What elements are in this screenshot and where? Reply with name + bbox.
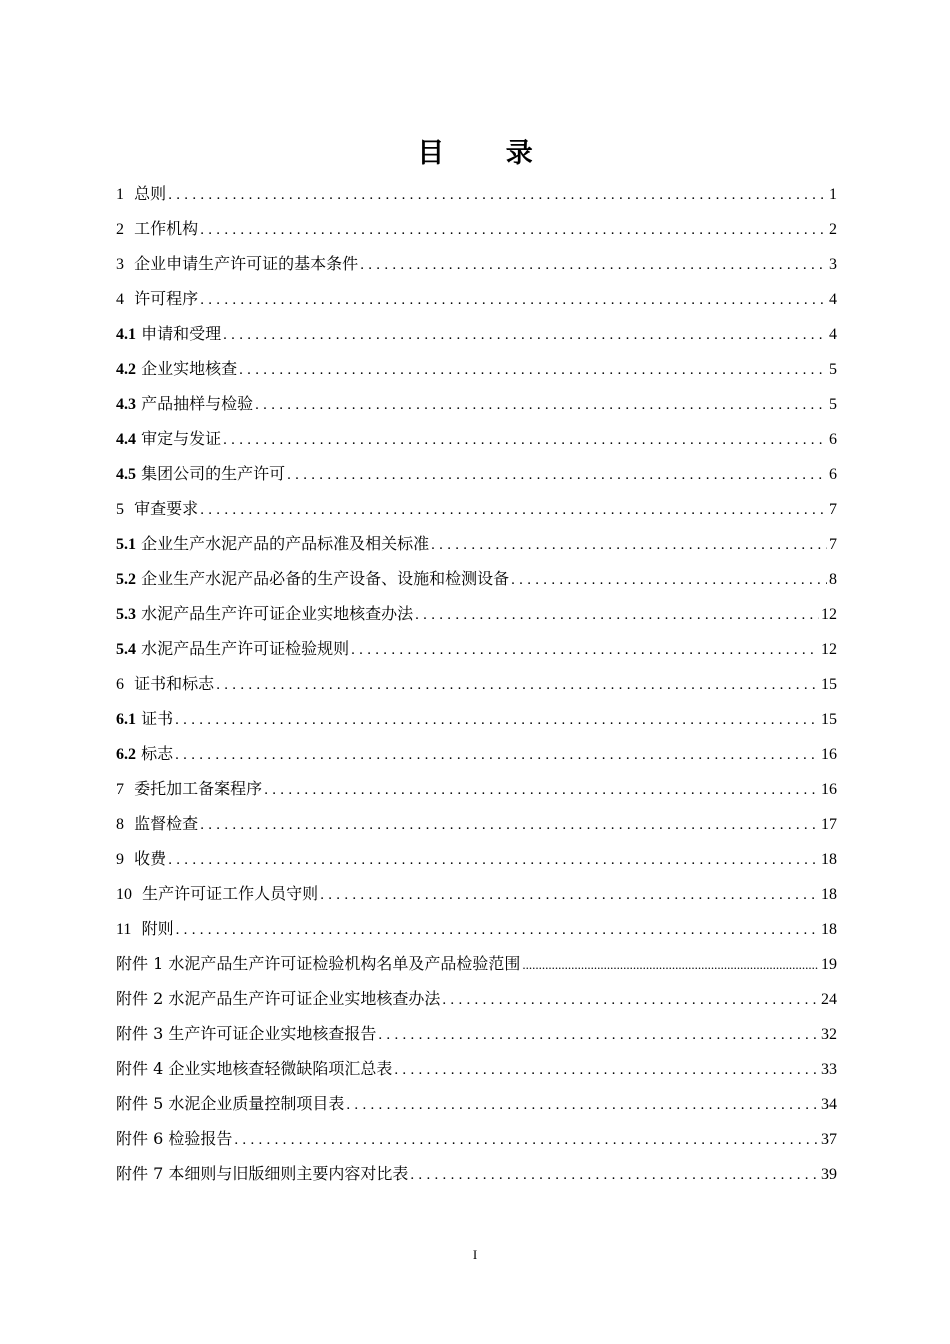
toc-entry-page: 6 <box>829 431 837 448</box>
page-number-footer: I <box>472 1247 478 1262</box>
dot-leader <box>346 1088 819 1121</box>
toc-entry-page: 39 <box>821 1166 837 1183</box>
toc-entry-title: 标志 <box>141 744 174 763</box>
dot-leader <box>255 388 827 421</box>
toc-entry-page: 37 <box>821 1131 837 1148</box>
toc-entry-page: 18 <box>821 886 837 903</box>
toc-entry-title: 水泥产品生产许可证企业实地核查办法 <box>141 604 414 623</box>
toc-entry-title: 附件 5 水泥企业质量控制项目表 <box>116 1094 345 1113</box>
toc-entry-title: 附件 3 生产许可证企业实地核查报告 <box>116 1024 377 1043</box>
toc-entry-title: 集团公司的生产许可 <box>141 464 286 483</box>
toc-entry-title: 委托加工备案程序 <box>134 779 263 798</box>
toc-entry-title: 申请和受理 <box>141 324 222 343</box>
toc-entry-number: 5.4 <box>116 641 136 658</box>
toc-entry-number: 11 <box>116 921 132 938</box>
toc-entry-page: 7 <box>829 501 837 518</box>
toc-entry-page: 2 <box>829 221 837 238</box>
toc-entry-title: 企业申请生产许可证的基本条件 <box>134 254 359 273</box>
dot-leader <box>200 493 827 526</box>
dot-leader <box>216 668 819 701</box>
dot-leader <box>200 808 819 841</box>
toc-entry[interactable] <box>116 631 837 666</box>
toc-entry[interactable] <box>116 211 837 246</box>
toc-entry-page: 15 <box>821 711 837 728</box>
toc-entry-title: 证书和标志 <box>134 674 215 693</box>
toc-entry-number: 9 <box>116 851 124 868</box>
toc-entry-number: 4 <box>116 291 124 308</box>
toc-entry[interactable] <box>116 596 837 631</box>
toc-entry-title: 生产许可证工作人员守则 <box>142 884 319 903</box>
toc-entry-title: 收费 <box>134 849 167 868</box>
dot-leader <box>200 283 827 316</box>
toc-entry-title: 审定与发证 <box>141 429 222 448</box>
toc-entry-page: 18 <box>821 851 837 868</box>
toc-entry-title: 审查要求 <box>134 499 199 518</box>
toc-entry[interactable] <box>116 736 837 771</box>
toc-entry-number: 5.2 <box>116 571 136 588</box>
dot-leader <box>511 563 827 596</box>
toc-entry[interactable] <box>116 1156 837 1191</box>
toc-entry[interactable] <box>116 666 837 701</box>
dot-leader <box>394 1053 819 1086</box>
dot-leader <box>175 738 819 771</box>
dot-leader <box>175 703 819 736</box>
toc-entry-page: 4 <box>829 326 837 343</box>
toc-entry-page: 19 <box>821 956 837 973</box>
dot-leader <box>234 1123 819 1156</box>
toc-entry-page: 18 <box>821 921 837 938</box>
toc-entry-title: 企业生产水泥产品的产品标准及相关标准 <box>141 534 430 553</box>
dot-leader <box>410 1158 819 1191</box>
dot-leader <box>168 843 819 876</box>
toc-entry-title: 企业生产水泥产品必备的生产设备、设施和检测设备 <box>141 569 510 588</box>
dot-leader <box>360 248 827 281</box>
toc-entry-number: 4.2 <box>116 361 136 378</box>
toc-entry-number: 4.3 <box>116 396 136 413</box>
toc-entry-page: 32 <box>821 1026 837 1043</box>
toc-entry-number: 6.1 <box>116 711 136 728</box>
dot-leader <box>239 353 827 386</box>
dot-leader <box>378 1018 819 1051</box>
toc-entry-title: 证书 <box>141 709 174 728</box>
dot-leader <box>287 458 827 491</box>
toc-entry[interactable] <box>116 981 837 1016</box>
toc-entry-page: 5 <box>829 361 837 378</box>
toc-entry[interactable] <box>116 246 837 281</box>
toc-entry-number: 5.3 <box>116 606 136 623</box>
toc-entry-title: 附件 7 本细则与旧版细则主要内容对比表 <box>116 1164 409 1183</box>
toc-entry[interactable] <box>116 386 837 421</box>
toc-entry-title: 水泥产品生产许可证检验规则 <box>141 639 350 658</box>
toc-entry-number: 6.2 <box>116 746 136 763</box>
toc-entry-page: 33 <box>821 1061 837 1078</box>
toc-entry[interactable] <box>116 491 837 526</box>
toc-entry-page: 24 <box>821 991 837 1008</box>
table-of-contents <box>116 176 837 1191</box>
toc-entry-title: 附件 4 企业实地核查轻微缺陷项汇总表 <box>116 1059 393 1078</box>
dot-leader <box>200 213 827 246</box>
toc-entry[interactable] <box>116 351 837 386</box>
dot-leader <box>223 423 827 456</box>
page-title: 目 录 <box>417 138 559 169</box>
toc-entry[interactable] <box>116 456 837 491</box>
dot-leader <box>176 913 819 946</box>
toc-entry-page: 15 <box>821 676 837 693</box>
toc-entry-page: 16 <box>821 781 837 798</box>
toc-entry[interactable] <box>116 911 837 946</box>
toc-entry-page: 6 <box>829 466 837 483</box>
toc-entry-number: 8 <box>116 816 124 833</box>
toc-entry-title: 附则 <box>141 919 174 938</box>
toc-entry-title: 许可程序 <box>134 289 199 308</box>
toc-entry[interactable] <box>116 876 837 911</box>
toc-entry-page: 8 <box>829 571 837 588</box>
toc-entry-page: 4 <box>829 291 837 308</box>
toc-entry-number: 5.1 <box>116 536 136 553</box>
toc-entry-title: 工作机构 <box>134 219 199 238</box>
toc-entry-number: 4.4 <box>116 431 136 448</box>
toc-entry-title: 产品抽样与检验 <box>141 394 254 413</box>
dot-leader <box>264 773 819 806</box>
toc-entry[interactable] <box>116 946 837 981</box>
dot-leader <box>415 598 819 631</box>
toc-entry-page: 17 <box>821 816 837 833</box>
toc-entry[interactable] <box>116 771 837 806</box>
toc-entry[interactable] <box>116 316 837 351</box>
toc-entry[interactable] <box>116 1086 837 1121</box>
dot-leader <box>522 947 819 981</box>
toc-entry-page: 7 <box>829 536 837 553</box>
toc-entry[interactable] <box>116 841 837 876</box>
toc-entry-page: 34 <box>821 1096 837 1113</box>
toc-entry-title: 附件 2 水泥产品生产许可证企业实地核查办法 <box>116 989 441 1008</box>
toc-entry-number: 3 <box>116 256 124 273</box>
toc-entry-title: 附件 6 检验报告 <box>116 1129 233 1148</box>
toc-entry-title: 企业实地核查 <box>141 359 238 378</box>
toc-entry[interactable] <box>116 421 837 456</box>
dot-leader <box>168 178 827 211</box>
toc-entry-number: 1 <box>116 186 124 203</box>
dot-leader <box>442 983 819 1016</box>
toc-entry-page: 16 <box>821 746 837 763</box>
dot-leader <box>351 633 819 666</box>
toc-entry[interactable] <box>116 281 837 316</box>
toc-entry-page: 3 <box>829 256 837 273</box>
toc-entry-title: 总则 <box>134 184 167 203</box>
dot-leader <box>320 878 819 911</box>
toc-entry-number: 2 <box>116 221 124 238</box>
toc-entry-title: 监督检查 <box>134 814 199 833</box>
toc-entry-number: 10 <box>116 886 132 903</box>
toc-entry-page: 1 <box>829 186 837 203</box>
toc-entry[interactable] <box>116 526 837 561</box>
toc-entry[interactable] <box>116 1121 837 1156</box>
toc-entry[interactable] <box>116 176 837 211</box>
toc-entry-page: 12 <box>821 606 837 623</box>
toc-entry[interactable] <box>116 806 837 841</box>
toc-entry-number: 4.1 <box>116 326 136 343</box>
toc-entry-number: 5 <box>116 501 124 518</box>
toc-entry-page: 5 <box>829 396 837 413</box>
toc-entry[interactable] <box>116 1051 837 1086</box>
toc-entry[interactable] <box>116 1016 837 1051</box>
toc-entry[interactable] <box>116 561 837 596</box>
dot-leader <box>431 528 827 561</box>
toc-entry-number: 6 <box>116 676 124 693</box>
dot-leader <box>223 318 827 351</box>
toc-entry-page: 12 <box>821 641 837 658</box>
toc-entry-number: 4.5 <box>116 466 136 483</box>
toc-entry-title: 附件 1 水泥产品生产许可证检验机构名单及产品检验范围 <box>116 954 521 973</box>
toc-entry-number: 7 <box>116 781 124 798</box>
toc-entry[interactable] <box>116 701 837 736</box>
